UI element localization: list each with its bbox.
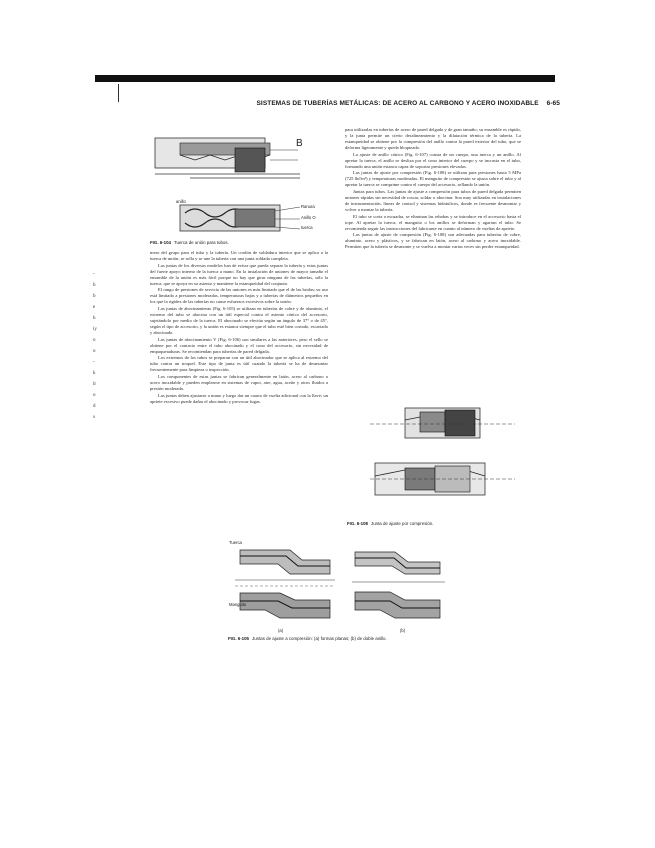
margin-mark: s [93, 415, 95, 420]
paragraph: Las juntas de ajuste de compresión (Fig. 6-108) son adecuadas para tuberías de cobre, aluminio, acero y plásticos, y se fabrican en latón, acero al carbono y acero inoxidable. Permiten que la tubería se desmonte y se vuelva a montar varias veces sin perder estanqueidad. [345, 232, 521, 250]
figure-label-anillo: anillo [176, 199, 186, 204]
margin-mark: b [93, 283, 96, 288]
running-header [245, 100, 560, 107]
margin-mark: iy [93, 327, 97, 332]
margin-mark: lr [93, 382, 97, 387]
figure-label-anillo-o: Anillo O [301, 215, 316, 220]
caption-number: FIG. 6-104 [150, 240, 171, 245]
figure-6-108-caption [347, 521, 433, 526]
paragraph: Los componentes de estas juntas se fabrican generalmente en latón, acero al carbono o acero inoxidable y pueden emplearse en sistemas de vapor, aire, agua, aceite y otros fluidos a presión moderada. [150, 373, 328, 392]
page-number: 6-65 [546, 100, 560, 107]
margin-mark: b [93, 294, 96, 299]
margin-mark: o [93, 393, 96, 398]
paragraph: El rango de presiones de servicio de las uniones es más limitado que el de las bridas; su uso está limitado a presiones moderadas, temperaturas bajas y a tuberías de diámetros pequeños en los que la rigidez de las tuberías no cause esfuerzos excesivos sobre la unión. [150, 287, 328, 305]
figure-6-105b-drawing [350, 538, 450, 628]
paragraph: El tubo se corta a escuadra, se eliminan las rebabas y se introduce en el accesorio hasta el tope. Al apretar la tuerca, el manguito o los anillos se deforman y agarran el tubo. Se recomienda seguir las instrucciones del fabricante en cuanto al número de vueltas de apriete. [345, 213, 521, 231]
text-column-left [150, 250, 328, 545]
paragraph: Las juntas de ajuste por compresión (Fig. 6-108) se utilizan para presiones hasta 5 MPa (725 lbf/in²) y temperaturas moderadas. El manguito de compresión se ajusta sobre el tubo y al apretar la tuerca se comprime contra el cuerpo del accesorio, sellando la unión. [345, 170, 521, 188]
figure-label-b: B [296, 138, 303, 149]
margin-mark: d [93, 404, 96, 409]
paragraph: para utilizarlas en tuberías de acero de pared delgada y de gran tamaño; su ensamble es rápido, y la junta permite un cierto desalineamiento y la dilatación térmica de la tubería. La estanqueidad se obtiene por la compresión del anillo contra la pared exterior del tubo, que se deforma ligeramente y queda bloqueado. [345, 127, 521, 151]
margin-mark: o [93, 349, 96, 354]
paragraph: Las juntas de abocinamiento (Fig. 6-105) se utilizan en tuberías de cobre y de aluminio, el extremo del tubo se abocina con un útil especial contra el asiento cónico del accesorio, sujetándolo por medio de la tuerca. El abocinado se efectúa según un ángulo de 37° o de 45°, según el tipo de accesorio, y la unión es estanca siempre que el tubo esté bien cortado, escariado y abocinado. [150, 305, 328, 336]
figure-label-tuerca: tuerca [301, 225, 313, 230]
margin-mark: - [93, 360, 95, 365]
figure-6-105-caption [228, 636, 387, 641]
fitting-lower [370, 463, 515, 495]
paragraph: La ajuste de anillo cónico (Fig. 6-107) consta de un cuerpo, una tuerca y un anillo. Al apretar la tuerca, el anillo se desliza por el cono interior del cuerpo y se incrusta en el tubo, formando una unión estanca capaz de soportar presiones elevadas. [345, 151, 521, 169]
margin-mark: h [93, 316, 96, 321]
figure-6-104-caption [150, 240, 229, 245]
figure-6-104-bottom-drawing [175, 195, 325, 245]
paragraph: Las juntas de los diversos modelos han de evitar que pueda separar la tubería y estas juntas del fuerte apoyo interno de la tuerca a mano. En la instalación de uniones de mayor tamaño el ensamble de la unión es más fácil porque no hay que girar ninguna de las tuberías, sólo la tuerca, que se apoya en su asiento y mantiene la estanqueidad del conjunto. [150, 262, 328, 286]
margin-mark: e [93, 305, 96, 310]
margin-mark: - [93, 272, 95, 277]
text-column-right [345, 127, 521, 385]
figure-6-105a-drawing [230, 538, 340, 628]
crop-mark [118, 84, 119, 102]
caption-text: Junta de ajuste por compresión. [371, 521, 434, 526]
figure-6-108-drawing [365, 398, 525, 518]
paragraph: mero del grupo para el tubo y la tubería. Un cordón de soldadura interior que se aplica a la tuerca de unión, se sella y se une la tubería con una junta soldada completa. [150, 250, 328, 262]
figure-label-tuerca: Tuerca [229, 540, 242, 545]
header-rule [95, 75, 555, 82]
paragraph: Los extremos de los tubos se preparan con un útil abocinador que se aplica al extremo del tubo contra un troquel. Este tipo de junta es útil cuando la tubería se ha de desmontar frecuentemente para limpieza o inspección. [150, 355, 328, 373]
figure-label-manguito: Manguito [229, 602, 247, 607]
paragraph: Juntas para tubos. Las juntas de ajuste a compresión para tubos de pared delgada permiten uniones rápidas sin necesidad de roscar, soldar o abocinar. Son muy utilizadas en instalaciones de instrumentación, líneas de control y sistemas hidráulicos, donde es frecuente desmontar y volver a montar la tubería. [345, 188, 521, 213]
subfigure-label-a: (a) [278, 628, 284, 633]
caption-number: FIG. 6-105 [228, 636, 249, 641]
header-title: SISTEMAS DE TUBERÍAS METÁLICAS: DE ACERO AL CARBONO Y ACERO INOXIDABLE [256, 100, 539, 107]
caption-text: Tuerca de unión para tubos. [174, 240, 229, 245]
fitting-upper [370, 408, 515, 438]
figure-label-ranura: Ranura [301, 204, 315, 209]
caption-number: FIG. 6-108 [347, 521, 368, 526]
margin-mark: o [93, 338, 96, 343]
figure-6-104-top-drawing [150, 130, 320, 190]
subfigure-label-b: (b) [400, 628, 406, 633]
paragraph: Las juntas de abocinamiento V (Fig. 6-106) son similares a las anteriores, pero el sello se obtiene por el contacto entre el tubo abocinado y el cono del accesorio, sin necesidad de empaquetaduras. Se recomiendan para tuberías de pared delgada. [150, 336, 328, 354]
caption-text: Juntas de ajuste a compresión: (a) formas planas; (b) de doble anillo. [252, 636, 387, 641]
margin-mark: k [93, 371, 96, 376]
paragraph: Las juntas deben ajustarse a mano y luego dar un cuarto de vuelta adicional con la llave; un apriete excesivo puede dañar el abocinado y provocar fugas. [150, 392, 328, 404]
